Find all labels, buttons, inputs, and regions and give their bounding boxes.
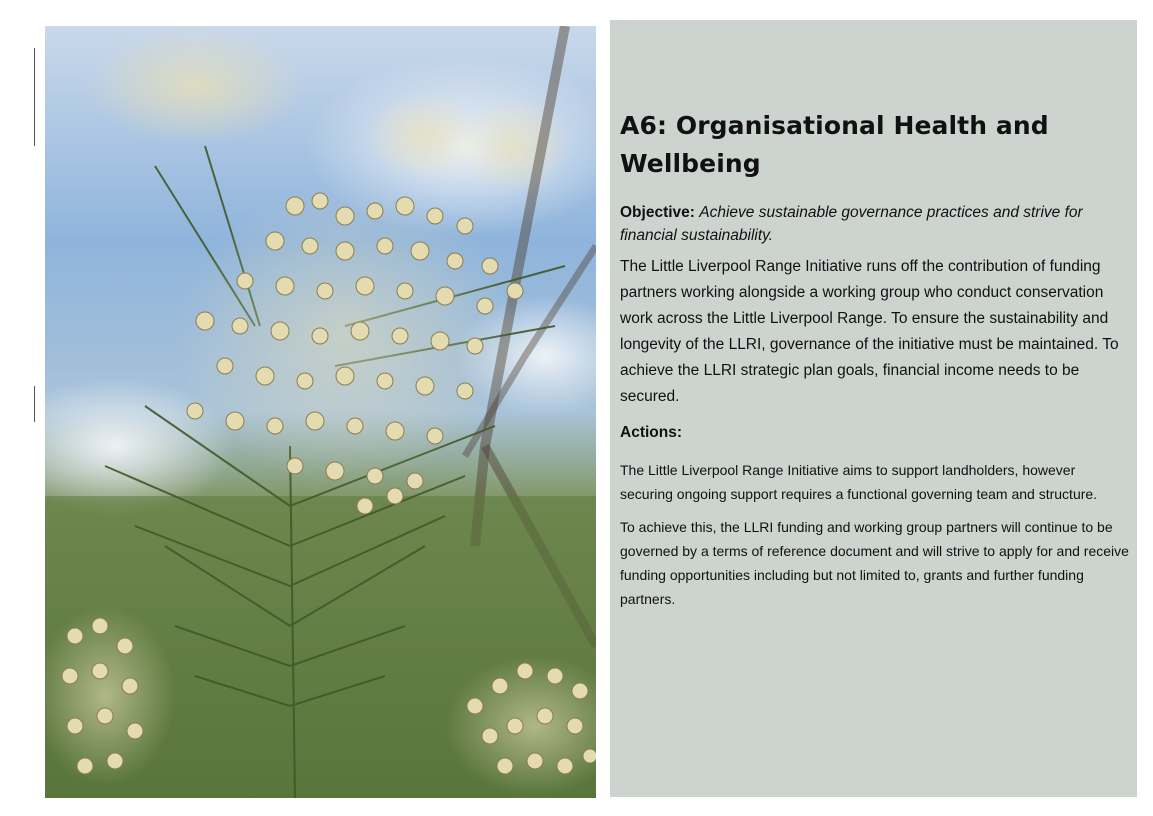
actions-paragraph-1: The Little Liverpool Range Initiative aims to support landholders, however securing ongoing support requires a functional governing team and structure.: [620, 462, 1098, 502]
margin-line-top: [34, 48, 35, 146]
objective-label: Objective:: [620, 204, 695, 221]
intro-paragraph: The Little Liverpool Range Initiative runs off the contribution of funding partners working alongside a working group who conduct conservation work across the Little Liverpool Range. To ensure the sustainability and longevity of the LLRI, governance of the initiative must be maintained. To achieve the LLRI strategic plan goals, financial income needs to be secured.: [620, 258, 1119, 405]
actions-heading: Actions:: [620, 424, 682, 441]
actions-paragraph-2: To achieve this, the LLRI funding and working group partners will continue to be governed by a terms of reference document and will strive to apply for and receive funding opportunities including but not limited to, grants and further funding partners.: [620, 519, 1129, 607]
panel-content: [620, 107, 1130, 620]
text-panel: [610, 20, 1137, 797]
margin-line-middle: [34, 386, 35, 422]
flowering-shrub-photo: [45, 26, 596, 798]
objective: [620, 201, 1130, 247]
objective-text: Achieve sustainable governance practices and strive for financial sustainability.: [620, 204, 1083, 244]
section-title: A6: Organisational Health and Wellbeing: [620, 111, 1049, 178]
